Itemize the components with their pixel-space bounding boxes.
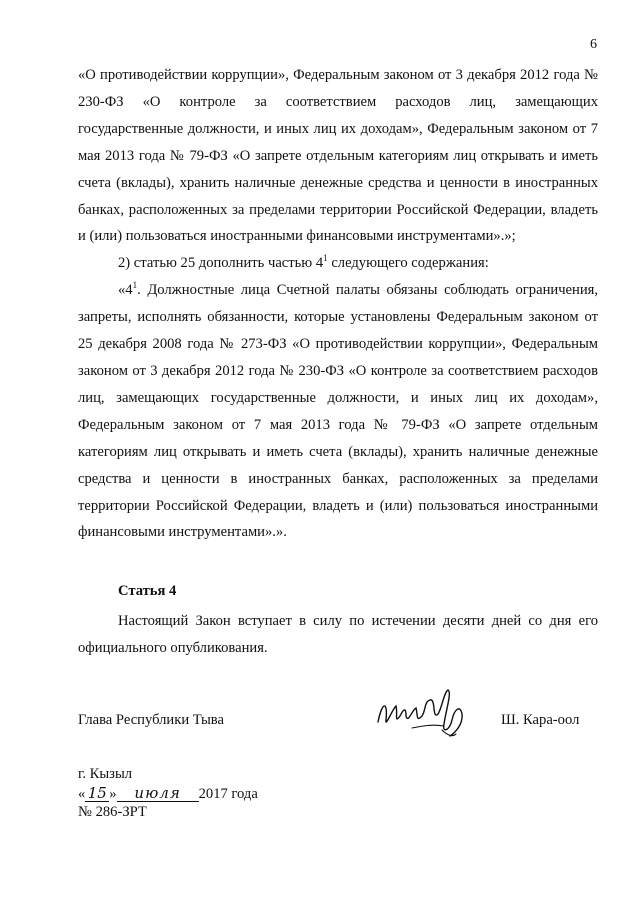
- date-day: 15: [85, 785, 109, 802]
- date-month: июля: [117, 785, 199, 802]
- article-text: Настоящий Закон вступает в силу по истечении десяти дней со дня его официального опубликования.: [78, 613, 598, 656]
- quote-close: »: [109, 786, 117, 802]
- page-number: 6: [590, 37, 597, 52]
- superscript: 1: [323, 253, 328, 264]
- quote-open: «: [78, 786, 86, 802]
- paragraph-continuation: «О противодействии коррупции», Федеральным законом от 3 декабря 2012 года № 230-ФЗ «О контроле за соответствием расходов лиц, замещающих государственные должности, и иных лиц их доходам», Федеральным законом от 7 мая 2013 года № 79-ФЗ «О запрете отдельным категориям лиц открывать и иметь счета (вклады), хранить наличные денежные средства и ценности в иностранных банках, расположенных за пределами территории Российской Федерации, владеть и (или) пользоваться иностранными финансовыми инструментами».»;: [78, 67, 598, 245]
- paragraph-amendment-item: [78, 250, 598, 277]
- amendment-item-text: 2) статью 25 дополнить частью 4: [118, 255, 324, 272]
- amendment-content-text: . Должностные лица Счетной палаты обязаны соблюдать ограничения, запреты, исполнять обязанности, которые установлены Федеральным законом от 25 декабря 2008 года № 273-ФЗ «О противодействии коррупции», Федеральным законом от 3 декабря 2012 года № 230-ФЗ «О контроле за соответствием расходов лиц, замещающих государственные должности, и иных лиц их доходам», Федеральным законом от 7 мая 2013 года № 79-ФЗ «О запрете отдельным категориям лиц открывать и иметь счета (вклады), хранить наличные денежные средства и ценности в иностранных банках, расположенных за пределами территории Российской Федерации, владеть и (или) пользоваться иностранными финансовыми инструментами».».: [78, 282, 598, 541]
- signatory-position: Глава Республики Тыва: [78, 712, 224, 728]
- paragraph-amendment-content: [78, 277, 598, 546]
- article-heading: Статья 4: [118, 583, 177, 599]
- signatory-name: Ш. Кара-оол: [501, 712, 580, 728]
- handwritten-signature: [372, 680, 472, 750]
- amendment-content-start: «4: [118, 282, 133, 299]
- document-number: № 286-ЗРТ: [78, 804, 147, 820]
- document-body: [78, 62, 598, 546]
- city: г. Кызыл: [78, 766, 133, 782]
- signing-date: [78, 785, 258, 803]
- amendment-item-text-end: следующего содержания:: [327, 255, 489, 272]
- superscript: 1: [132, 280, 138, 291]
- date-year: 2017 года: [198, 786, 258, 802]
